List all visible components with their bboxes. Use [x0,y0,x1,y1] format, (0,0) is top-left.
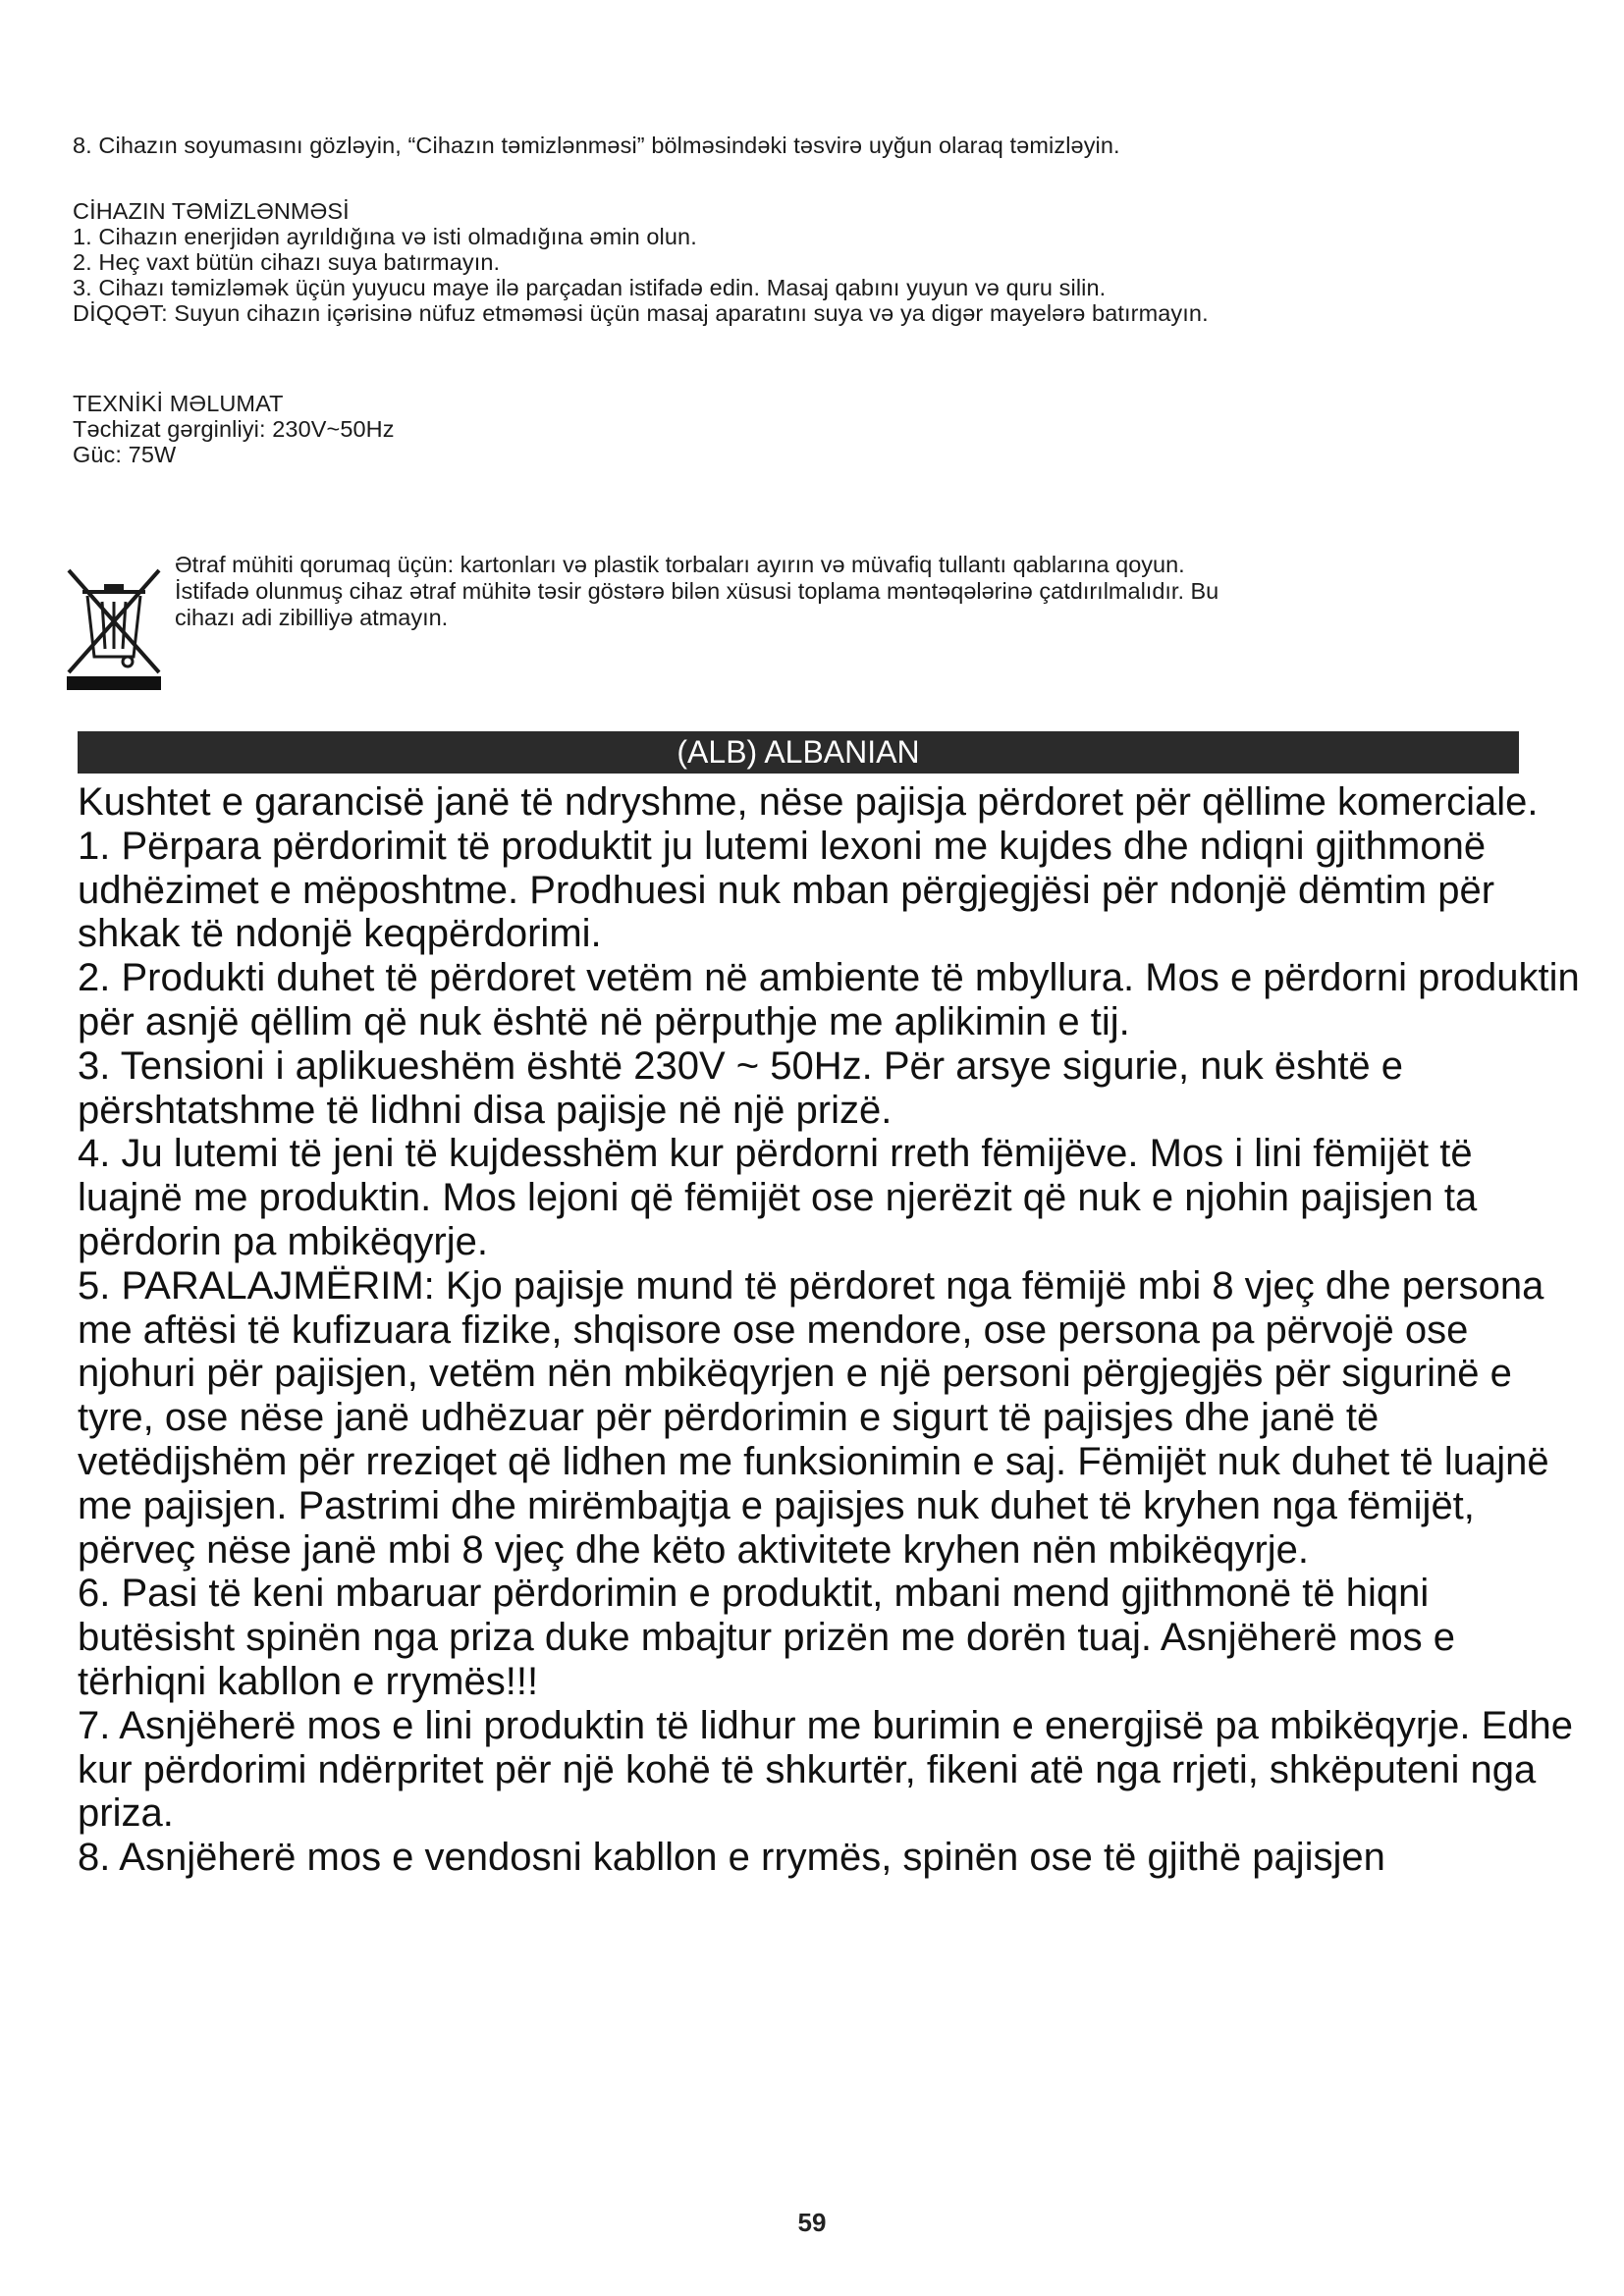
weee-line-1: Ətraf mühiti qorumaq üçün: kartonları və plastik torbaları ayırın və müvafiq tullantı qablarına qoyun. [175,552,1185,577]
top-step: 8. Cihazın soyumasını gözləyin, “Cihazın təmizlənməsi” bölməsindəki təsvirə uyğun olaraq təmizləyin. [73,133,1120,158]
language-section-bar: (ALB) ALBANIAN [78,731,1519,774]
cleaning-heading: CİHAZIN TƏMİZLƏNMƏSİ [73,198,350,224]
albanian-item-3: 3. Tensioni i aplikueshëm është 230V ~ 50Hz. Për arsye sigurie, nuk është e përshtatshme të lidhni disa pajisje në një prizë. [78,1043,1404,1132]
albanian-item-5: 5. PARALAJMËRIM: Kjo pajisje mund të përdoret nga fëmijë mbi 8 vjeç dhe persona me aftësi të kufizuara fizike, shqisore ose mendore, ose persona pa përvojë ose njohuri për pajisjen, vetëm nën mbikëqyrjen e një personi përgjegjës për sigurinë e tyre, ose nëse janë udhëzuar për përdorimin e sigurt të pajisjes dhe janë të vetëdijshëm për rreziqet që lidhen me funksionimin e saj. Fëmijët nuk duhet të luajnë me pajisjen. Pastrimi dhe mirëmbajtja e pajisjes nuk duhet të kryhen nga fëmijët, përveç nëse janë mbi 8 vjeç dhe këto aktivitete kryhen nën mbikëqyrje. [78,1263,1549,1572]
tech-power: Güc: 75W [73,442,177,467]
albanian-item-7: 7. Asnjëherë mos e lini produktin të lidhur me burimin e energjisë pa mbikëqyrje. Edhe kur përdorimi ndërpritet për një kohë të shkurtër, fikeni atë nga rrjeti, shkëputeni nga priza. [78,1703,1574,1836]
albanian-item-4: 4. Ju lutemi të jeni të kujdesshëm kur përdorni rreth fëmijëve. Mos i lini fëmijët të luajnë me produktin. Mos lejoni që fëmijët ose njerëzit që nuk e njohin pajisjen ta përdorin pa mbikëqyrje. [78,1132,1478,1263]
tech-section [73,391,395,467]
albanian-item-6: 6. Pasi të keni mbaruar përdorimin e produktit, mbani mend gjithmonë të hiqni butësisht spinën nga priza duke mbajtur prizën me dorën tuaj. Asnjëherë mos e tërhiqni kabllon e rrymës!!! [78,1572,1456,1703]
albanian-instructions [78,780,1580,1880]
cleaning-note: DİQQƏT: Suyun cihazın içərisinə nüfuz etməməsi üçün masaj aparatını suya və ya digər mayelərə batırmayın. [73,300,1209,326]
cleaning-section [73,198,1209,326]
weee-notice [175,552,1218,631]
weee-line-2: İstifadə olunmuş cihaz ətraf mühitə təsir göstərə bilən xüsusi toplama məntəqələrinə çatdırılmalıdır. Bu [175,578,1219,604]
step-8-text [73,133,1120,158]
albanian-item-1: 1. Përpara përdorimit të produktit ju lutemi lexoni me kujdes dhe ndiqni gjithmonë udhëzimet e mëposhtme. Prodhuesi nuk mban përgjegjësi për ndonjë dëmtim për shkak të ndonjë keqpërdorimi. [78,824,1495,956]
weee-line-3: cihazı adi zibilliyə atmayın. [175,605,449,630]
tech-heading: TEXNİKİ MƏLUMAT [73,391,284,416]
cleaning-item-1: 1. Cihazın enerjidən ayrıldığına və isti olmadığına əmin olun. [73,224,697,249]
albanian-item-2: 2. Produkti duhet të përdoret vetëm në ambiente të mbyllura. Mos e përdorni produktin për asnjë qëllim që nuk është në përputhje me aplikimin e tij. [78,956,1580,1043]
page-number: 59 [797,2208,827,2237]
albanian-item-8: 8. Asnjëherë mos e vendosni kabllon e rrymës, spinën ose të gjithë pajisjen [78,1836,1385,1880]
albanian-intro: Kushtet e garancisë janë të ndryshme, nëse pajisja përdoret për qëllime komerciale. [78,780,1539,824]
cleaning-item-3: 3. Cihazı təmizləmək üçün yuyucu maye ilə parçadan istifadə edin. Masaj qabını yuyun və quru silin. [73,275,1107,300]
cleaning-item-2: 2. Heç vaxt bütün cihazı suya batırmayın. [73,249,501,275]
tech-voltage: Təchizat gərginliyi: 230V~50Hz [73,416,395,442]
crossed-out-wheelie-bin-icon [61,562,167,692]
